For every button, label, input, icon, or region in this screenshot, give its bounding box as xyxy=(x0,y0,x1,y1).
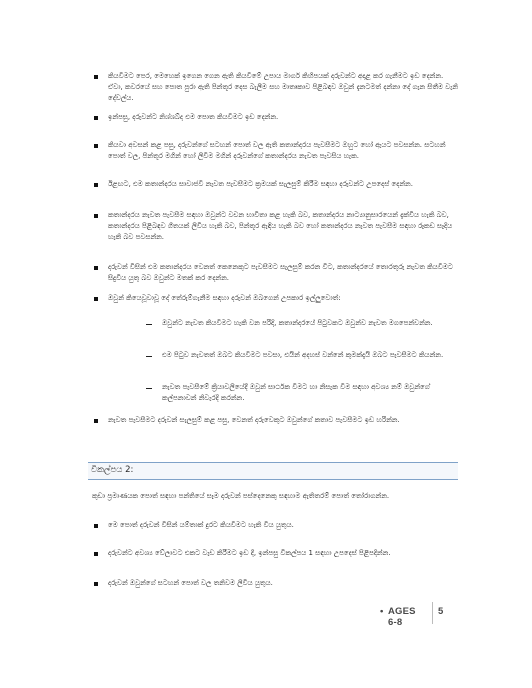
list-item: දරුවන්ට අවශ්‍ය වේලාවට එකට වැඩ කිරීමට ඉඩ දී, ඉන්පසු විකල්පය 1 සඳහා උපදෙස් පිළිපදින්න. xyxy=(108,549,391,557)
bullet-icon xyxy=(94,116,98,120)
bullet-icon xyxy=(94,552,98,556)
bullet-icon xyxy=(94,75,98,79)
footer-bullet: • xyxy=(380,606,384,617)
list-item: ඊළඟට, එම කතාන්දරය සාවාජවී නැවත පැවසීමට ක්‍රමයක් සැලසුම් කිරීම සඳහා දරුවන්ට උපදෙස් දෙන්න. xyxy=(108,180,413,188)
list-item: කියවා අවසන් කළ පසු, දරුවන්ගේ සටහන් පොත් වල ඇති කතාන්දරය පැවසීමට ඔහුට හෝ ඇයට පවසන්න. සටහන් පොත් වල, පින්තූර මගින් හෝ ලිවීම මගින් දරුවන්ගේ කතාන්දරය නැවත පැවසිය හැක. xyxy=(108,141,446,160)
list-item: දරුවන් විසින් එම කතාන්දරය වෙනත් කෙනෙකුට පැවසීමට සැලසුම් කරන විට, කතාන්දරයේ තොරතුරු නැවත කියවීමට සිදුවිය යුතු බව ඔවුන්ට මතක් කර දෙන්න. xyxy=(108,263,453,282)
bullet-icon xyxy=(94,266,98,270)
footer-divider xyxy=(432,602,433,624)
dash-icon xyxy=(146,388,152,389)
list-item: කතාන්දරය නැවත පැවසීම සඳහා ඔවුන්ට වචන භාවිතා කළ හැකි බව, කතාන්දරය නාට්‍යානුසාරයෙන් දැක්විය හැකි බව, කතාන්දරය පිළිබඳව ගීතයක් ලිවිය හැකි බව, පින්තූර ඇඳිය හැකි බව හෝ කතාන්දරය නැවත පැවසීම සඳහා රූකඩ සෑදිය හැකි බව පවසන්න. xyxy=(108,211,453,241)
sub-list-item: නැවත පැවසීමේ ක්‍රියාවලියේදී ඔවුන් සාර්ථක වීමට හා නිසැක වීම සඳහා අවශ්‍ය නම් ඔවුන්ගේ කල්පනාවන් නිවැරදි කරන්න. xyxy=(162,383,430,402)
dash-icon xyxy=(146,356,152,357)
bullet-icon xyxy=(94,183,98,187)
option-heading: විකල්පය 2: xyxy=(91,465,134,475)
list-item: මෙ පොත් දරුවන් විසින් යම්තාක් දුරට කියවීමට හැකි විය යුතුය. xyxy=(108,521,294,529)
bullet-icon xyxy=(94,524,98,528)
option-heading-box xyxy=(88,462,458,480)
sub-list-item: ඔවුන්ට නැවත කියවීමට හැකි වන පරිදි, කතාන්දරයේ පිටුවකට ඔවුන්ව නැවත මගපෙන්වන්න. xyxy=(162,319,433,327)
bullet-icon xyxy=(94,214,98,218)
age-range-label: AGES 6-8 xyxy=(388,606,416,628)
list-item: කියවීමට පෙර, මෙහෙක් ඉගෙන ගෙන ඇති කියවීමේ උපාය මාර්ග කිහිපයක් දරුවන්ට අදාළ කර ගැනීමට ඉඩ දෙන්න. ඒවා, කවරයේ සහ පොත පුරා ඇති පින්තූර දෙස බැලීම සහ මාතෘකාව පිළිබඳව ඔවුන් දැනටමත් දන්නා දේ ගැන සිතීම වැනි දේවල්ය. xyxy=(108,72,458,102)
bullet-icon xyxy=(94,297,98,301)
bullet-icon xyxy=(94,144,98,148)
list-item: නැවත පැවසීමට දරුවන් සැලසුම් කළ පසු, වෙනත් දරුවෙකුට ඔවුන්ගේ කතාව පැවසීමට ඉඩ හරින්න. xyxy=(108,416,400,424)
dash-icon xyxy=(146,324,152,325)
bullet-icon xyxy=(94,582,98,586)
sub-list-item: එම පිටුව නැවතත් ඔබට කියවීමට පවසා, එයින් අදහස් වන්නේ කුමක්දැයි ඔබට පැවසීමට කියන්න. xyxy=(162,351,444,359)
list-item: ඉන්පසු, දරුවන්ට නිශ්ශබ්ද එම පොත කියවීමට ඉඩ දෙන්න. xyxy=(108,113,279,121)
page-number: 5 xyxy=(438,606,444,617)
bullet-icon xyxy=(94,419,98,423)
list-item: දරුවන් ඔවුන්ගේ සටහන් පොත් වල තනිවම ලිවිය යුතුය. xyxy=(108,579,273,587)
option-intro: කුඩා ප්‍රමාණයක පොත් සඳහා පන්තියේ සෑම දරුවන් පස්දෙනෙකු සඳහාම ඇතිතරම් පොත් තෝරාගන්න. xyxy=(92,492,390,500)
list-item: ඔවුන් කියෙවූවාවූ දේ තේරුම්ගැනීම සඳහා දරුවන් ඔබගෙන් උපකාර ඉල්ලුවොත්: xyxy=(108,294,341,302)
